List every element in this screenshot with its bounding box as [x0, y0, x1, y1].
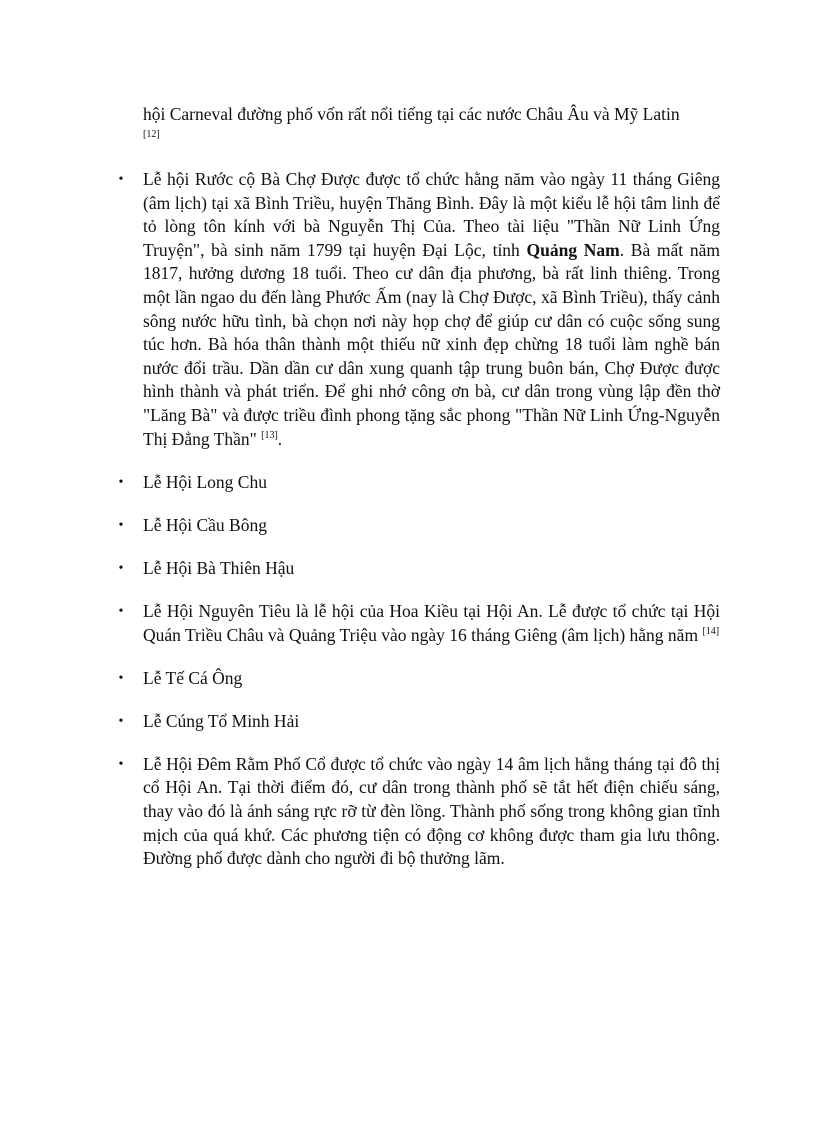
intro-paragraph	[143, 103, 720, 142]
bullet-icon: •	[118, 603, 124, 619]
bullet-icon: •	[118, 713, 124, 729]
list-item-long-chu	[118, 471, 720, 495]
list-item-ruoc-co	[118, 168, 720, 451]
bullet-icon: •	[118, 474, 124, 490]
list-item-cung-to	[118, 710, 720, 734]
intro-reference[interactable]: [12]	[143, 129, 160, 140]
item-text: Lễ Hội Cầu Bông	[143, 514, 267, 535]
bullet-icon: •	[118, 172, 124, 187]
item-text: Lễ Cúng Tổ Minh Hải	[143, 710, 300, 731]
item-text-end: .	[277, 428, 283, 449]
item-text: Lễ Hội Nguyên Tiêu là lễ hội của Hoa Kiều tại Hội An. Lễ được tổ chức tại Hội Quán Triều Châu và Quảng Triệu vào ngày 16 tháng Giêng (âm lịch) hằng năm	[143, 600, 720, 645]
item-text: Lễ Hội Đêm Rằm Phố Cổ được tổ chức vào ngày 14 âm lịch hằng tháng tại đô thị cổ Hội An. Tại thời điểm đó, cư dân trong thành phố sẽ tắt hết điện chiếu sáng, thay vào đó là ánh sáng rực rỡ từ đèn lồng. Thành phố sống trong không gian tĩnh mịch của quá khứ. Các phương tiện có động cơ không được tham gia lưu thông. Đường phố được dành cho người đi bộ thưởng lãm.	[143, 753, 720, 869]
festival-list	[118, 168, 720, 890]
item-reference[interactable]: [14]	[702, 625, 720, 637]
bullet-icon: •	[118, 517, 124, 533]
item-reference[interactable]: [13]	[261, 429, 278, 441]
list-item-dem-ram	[118, 753, 720, 871]
item-text: Lễ Hội Bà Thiên Hậu	[143, 557, 295, 578]
bullet-icon: •	[118, 560, 124, 576]
intro-text: hội Carneval đường phố vốn rất nổi tiếng tại các nước Châu Âu và Mỹ Latin	[143, 104, 680, 124]
bullet-icon: •	[118, 670, 124, 686]
list-item-te-ca-ong	[118, 667, 720, 691]
bullet-icon: •	[118, 756, 124, 772]
list-item-ba-thien-hau	[118, 557, 720, 581]
item-strong-text[interactable]: Quảng Nam	[526, 239, 620, 260]
item-text: Lễ Tế Cá Ông	[143, 667, 243, 688]
list-item-cau-bong	[118, 514, 720, 538]
item-text: Lễ Hội Long Chu	[143, 471, 267, 492]
list-item-nguyen-tieu	[118, 600, 720, 647]
item-text: . Bà mất năm 1817, hưởng dương 18 tuổi. Theo cư dân địa phương, bà rất linh thiêng. Trong một lần ngao du đến làng Phước Ấm (nay là Chợ Được, xã Bình Triều), thấy cảnh sông nước hữu tình, bà chọn nơi này họp chợ để giúp cư dân có cuộc sống sung túc hơn. Bà hóa thân thành một thiếu nữ xinh đẹp chừng 18 tuổi làm nghề bán nước đổi trầu. Dần dần cư dân xung quanh tập trung buôn bán, Chợ Được được hình thành và phát triển. Để ghi nhớ công ơn bà, cư dân trong vùng lập đền thờ "Lăng Bà" và được triều đình phong tặng sắc phong "Thần Nữ Linh Ứng-Nguyễn Thị Đẳng Thần"	[143, 239, 720, 449]
item-text: Lễ hội Rước cộ Bà Chợ Được được tổ chức hằng năm vào ngày 11 tháng Giêng (âm lịch) tại xã Bình Triều, huyện Thăng Bình. Đây là một kiểu lễ hội tâm linh để tỏ lòng tôn kính với bà Nguyễn Thị Của. Theo tài liệu "Thần Nữ Linh Ứng Truyện", bà sinh năm 1799 tại huyện Đại Lộc, tỉnh	[143, 169, 720, 260]
